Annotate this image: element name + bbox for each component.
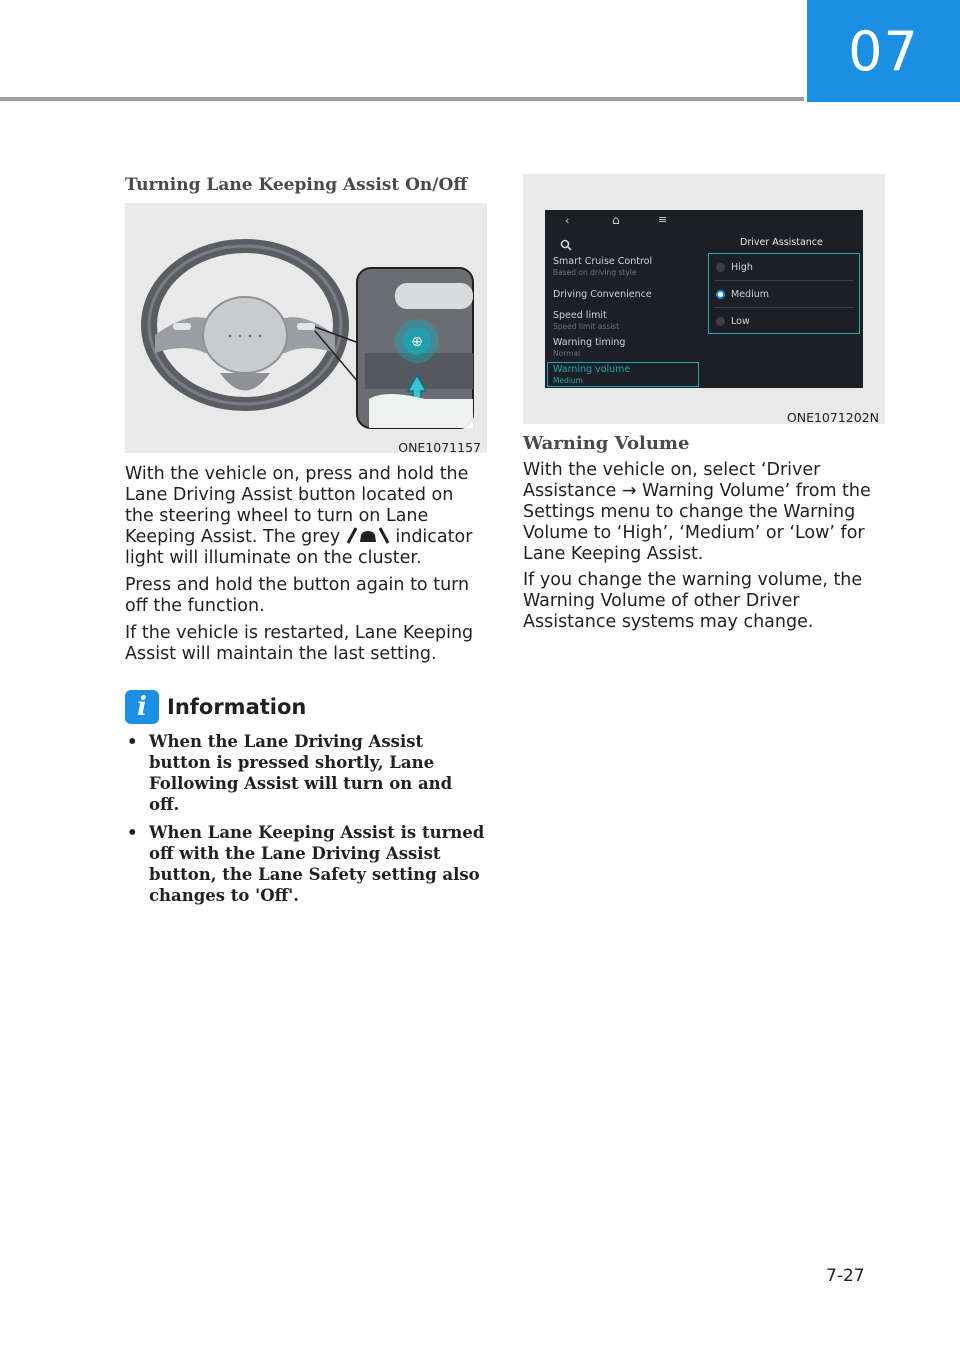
menu-item-sub: Based on driving style [553,268,637,277]
steering-wheel-figure [125,203,487,453]
bullet-glyph: • [127,732,138,751]
page-number: 7-27 [826,1266,865,1286]
option-low[interactable]: Low [731,316,750,327]
menu-item-driving-convenience[interactable]: Driving Convenience [553,289,652,300]
bullet-glyph: • [127,823,138,842]
menu-item-sub: Medium [553,376,583,385]
menu-item-warning-timing[interactable]: Warning timing [553,337,626,348]
figure-code: ONE1071157 [398,440,481,455]
radio-low[interactable] [716,317,725,326]
list-item [125,822,487,906]
menu-item-sub: Normal [553,349,581,358]
information-title: Information [167,695,307,719]
list-item [125,731,487,815]
divider [714,280,854,281]
info-icon: i [125,690,159,724]
option-high[interactable]: High [731,262,753,273]
menu-item-speed-limit[interactable]: Speed limit [553,310,607,321]
section-heading: Turning Lane Keeping Assist On/Off [125,175,468,195]
paragraph: Press and hold the button again to turn off the function. [125,575,470,616]
home-icon[interactable]: ⌂ [612,213,620,227]
list-item-text: When the Lane Driving Assist button is pressed shortly, Lane Following Assist will turn on and off. [149,732,453,814]
search-icon[interactable] [560,236,572,255]
steering-wheel-illustration [125,203,487,453]
paragraph-text: indicator light will illuminate on the cluster. [125,527,473,568]
radio-high[interactable] [716,263,725,272]
chapter-tab: 07 [807,0,960,102]
section-heading: Warning Volume [523,433,690,454]
back-icon[interactable]: ‹ [565,214,570,227]
radio-medium[interactable] [716,290,725,299]
header-rule [0,97,804,101]
screen-title: Driver Assistance [740,237,823,248]
paragraph: If you change the warning volume, the Warning Volume of other Driver Assistance systems may change. [523,570,863,632]
paragraph: If the vehicle is restarted, Lane Keeping Assist will maintain the last setting. [125,623,474,664]
paragraph: With the vehicle on, select ‘Driver Assistance → Warning Volume’ from the Settings menu to change the Warning Volume to ‘High’, ‘Medium’ or ‘Low’ for Lane Keeping Assist. [523,460,871,564]
divider [714,307,854,308]
paragraph [125,464,487,569]
svg-text:⊕: ⊕ [411,334,423,350]
information-header [125,690,306,724]
information-list [125,731,487,913]
list-item-text: When Lane Keeping Assist is turned off with the Lane Driving Assist button, the Lane Safety setting also changes to 'Off'. [149,823,485,905]
figure-code: ONE1071202N [786,410,879,425]
menu-item-smart-cruise[interactable]: Smart Cruise Control [553,256,653,267]
infotainment-screen [545,210,863,388]
menu-item-warning-volume[interactable]: Warning volume [553,364,631,375]
menu-icon[interactable]: ≡ [658,213,668,226]
paragraph-text: With the vehicle on, press and hold the Lane Driving Assist button located on the steering wheel to turn on Lane Keeping Assist. The grey [125,464,469,547]
menu-item-sub: Speed limit assist [553,322,620,331]
option-medium[interactable]: Medium [731,289,769,300]
lane-keeping-indicator-icon [346,527,390,544]
